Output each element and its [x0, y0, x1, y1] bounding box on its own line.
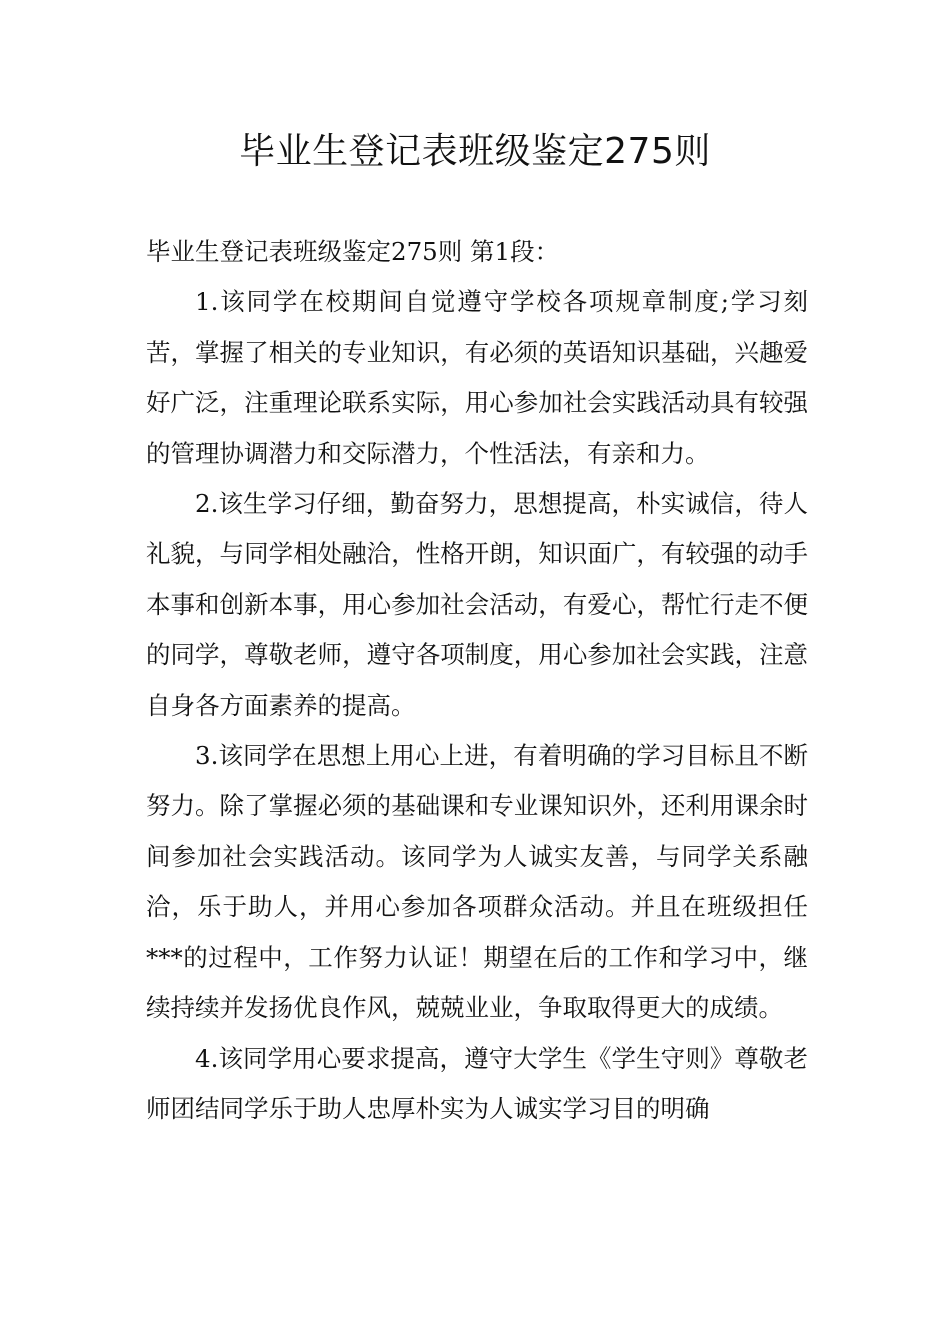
- paragraph-4: 4.该同学用心要求提高，遵守大学生《学生守则》尊敬老师团结同学乐于助人忠厚朴实为人诚实学习目的明确: [146, 1043, 808, 1123]
- section-heading: 毕业生登记表班级鉴定275则 第1段：: [146, 237, 560, 266]
- document-body: [146, 227, 808, 1134]
- document-title: 毕业生登记表班级鉴定275则: [239, 131, 711, 172]
- paragraph-1: 1.该同学在校期间自觉遵守学校各项规章制度;学习刻苦，掌握了相关的专业知识，有必须的英语知识基础，兴趣爱好广泛，注重理论联系实际，用心参加社会实践活动具有较强的管理协调潜力和交际潜力，个性活法，有亲和力。: [146, 287, 808, 468]
- paragraph-3: 3.该同学在思想上用心上进，有着明确的学习目标且不断努力。除了掌握必须的基础课和专业课知识外，还利用课余时间参加社会实践活动。该同学为人诚实友善，与同学关系融洽，乐于助人，并用心参加各项群众活动。并且在班级担任***的过程中，工作努力认证！期望在后的工作和学习中，继续持续并发扬优良作风，兢兢业业，争取取得更大的成绩。: [146, 741, 808, 1023]
- paragraph-2: 2.该生学习仔细，勤奋努力，思想提高，朴实诚信，待人礼貌，与同学相处融洽，性格开朗，知识面广，有较强的动手本事和创新本事，用心参加社会活动，有爱心，帮忙行走不便的同学，尊敬老师，遵守各项制度，用心参加社会实践，注意自身各方面素养的提高。: [146, 489, 808, 720]
